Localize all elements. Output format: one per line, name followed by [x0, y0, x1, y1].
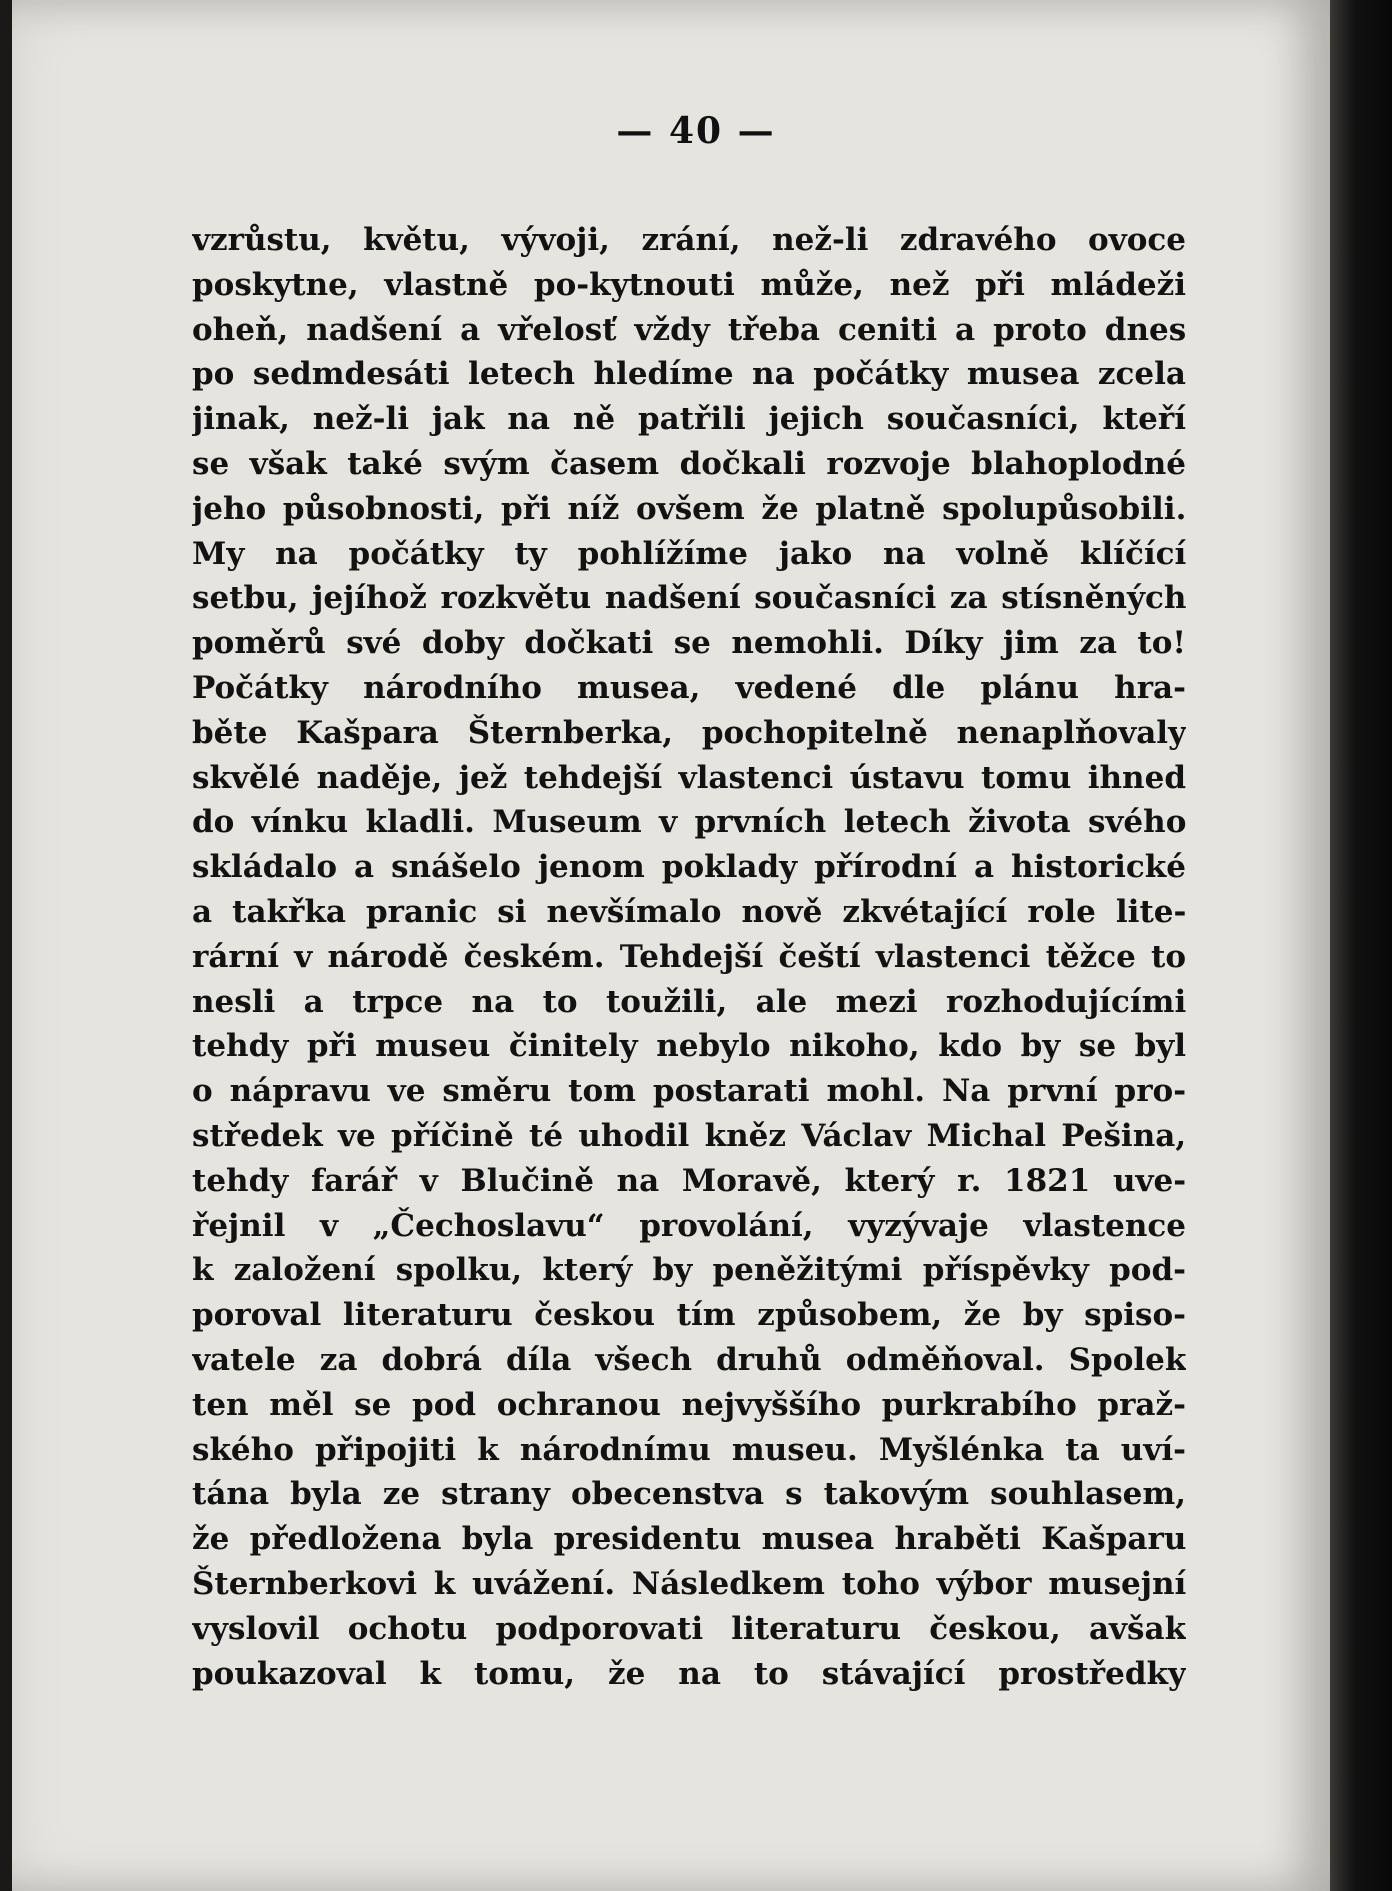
text-line: skvělé naděje, jež tehdejší vlastenci ústavu tomu ihned [192, 759, 1186, 796]
text-line: Počátky národního musea, vedené dle plánu hra- [192, 669, 1186, 706]
scan-edge-shadow [1330, 0, 1392, 1891]
body-text [192, 218, 1186, 1696]
text-line: poměrů své doby dočkati se nemohli. Díky jim za to! [192, 625, 1186, 662]
page-number: — 40 — [616, 110, 776, 152]
text-line: My na počátky ty pohlížíme jako na volně klíčící [192, 535, 1186, 572]
text-line: vzrůstu, květu, vývoji, zrání, než-li zdravého ovoce [192, 222, 1186, 258]
text-line: tána byla ze strany obecenstva s takovým souhlasem, [192, 1476, 1186, 1513]
text-line: Šternberkovi k uvážení. Následkem toho výbor musejní [192, 1565, 1186, 1602]
text-line: jinak, než-li jak na ně patřili jejich současníci, kteří [192, 401, 1186, 438]
text-line: setbu, jejíhož rozkvětu nadšení současníci za stísněných [192, 580, 1186, 617]
text-line: o nápravu ve směru tom postarati mohl. Na první pro- [192, 1073, 1186, 1110]
text-line: po sedmdesáti letech hledíme na počátky musea zcela [192, 356, 1186, 393]
text-line: vyslovil ochotu podporovati literaturu českou, avšak [192, 1610, 1186, 1647]
text-line: vatele za dobrá díla všech druhů odměňoval. Spolek [192, 1341, 1186, 1378]
text-line: že předložena byla presidentu musea hraběti Kašparu [192, 1521, 1186, 1558]
text-line: běte Kašpara Šternberka, pochopitelně nenaplňovaly [192, 714, 1186, 751]
text-line: řejnil v „Čechoslavu“ provolání, vyzývaje vlastence [192, 1207, 1186, 1244]
text-line: se však také svým časem dočkali rozvoje blahoplodné [192, 445, 1186, 482]
text-line: ten měl se pod ochranou nejvyššího purkrabího praž- [192, 1386, 1186, 1423]
text-line: rární v národě českém. Tehdejší čeští vlastenci těžce to [192, 938, 1186, 975]
text-line: středek ve příčině té uhodil kněz Václav Michal Pešina, [192, 1117, 1186, 1154]
text-line: poskytne, vlastně po-kytnouti může, než při mládeži [192, 266, 1186, 303]
text-line: skládalo a snášelo jenom poklady přírodní a historické [192, 849, 1186, 886]
text-line: poroval literaturu českou tím způsobem, že by spiso- [192, 1297, 1186, 1334]
text-line: jeho působnosti, při níž ovšem že platně spolupůsobili. [192, 490, 1186, 527]
text-line: a takřka pranic si nevšímalo nově zkvétající role lite- [192, 893, 1186, 930]
text-line: ského připojiti k národnímu museu. Myšlénka ta uví- [192, 1431, 1186, 1468]
text-line: nesli a trpce na to toužili, ale mezi rozhodujícími [192, 983, 1186, 1020]
text-line: tehdy při museu činitely nebylo nikoho, kdo by se byl [192, 1028, 1186, 1065]
text-line: tehdy farář v Blučině na Moravě, který r. 1821 uve- [192, 1162, 1186, 1199]
text-line: k založení spolku, který by peněžitými příspěvky pod- [192, 1252, 1186, 1289]
text-line: do vínku kladli. Museum v prvních letech života svého [192, 804, 1186, 841]
text-line: poukazoval k tomu, že na to stávající prostředky [192, 1655, 1186, 1692]
text-line: oheň, nadšení a vřelosť vždy třeba ceniti a proto dnes [192, 311, 1186, 348]
